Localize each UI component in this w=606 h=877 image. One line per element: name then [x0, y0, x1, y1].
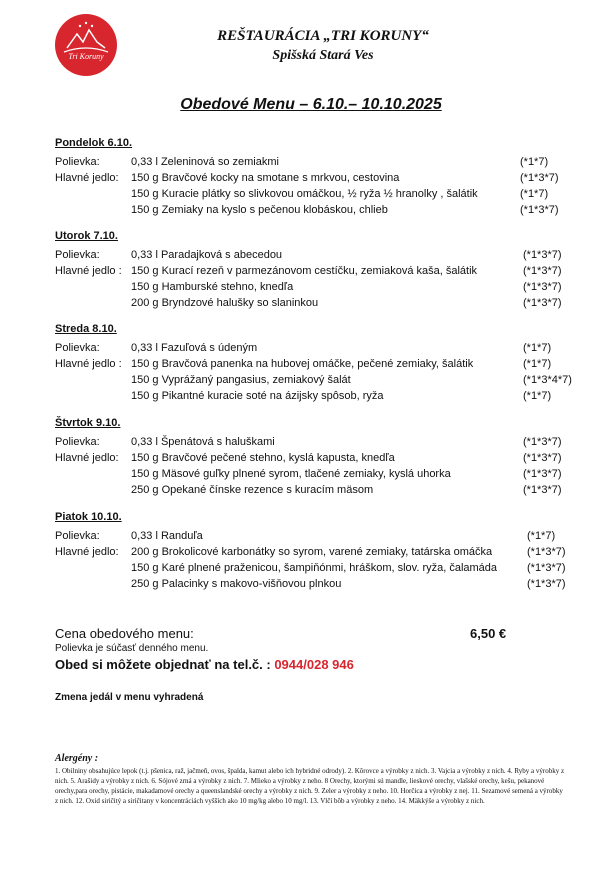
course-label: Polievka: [55, 156, 100, 168]
phone-number[interactable]: 0944/028 946 [274, 657, 354, 672]
allergen-codes: (*1*7) [527, 530, 556, 542]
dish-text: 150 g Hamburské stehno, knedľa [131, 281, 294, 293]
price-label: Cena obedového menu: [55, 626, 194, 641]
allergen-codes: (*1*3*7) [523, 265, 562, 277]
menu-row [55, 466, 562, 482]
order-line [55, 657, 354, 672]
change-note: Zmena jedál v menu vyhradená [55, 692, 204, 703]
menu-title: Obedové Menu – 6.10.– 10.10.2025 [180, 96, 442, 113]
menu-row [55, 388, 552, 404]
menu-row [55, 247, 562, 263]
menu-row [55, 340, 552, 356]
restaurant-location: Spišská Stará Ves [272, 48, 374, 63]
day-name: Pondelok 6.10. [55, 137, 133, 149]
menu-row [55, 295, 562, 311]
day-section [55, 417, 562, 498]
allergen-codes: (*1*3*7) [520, 204, 559, 216]
price-value: 6,50 € [470, 626, 507, 641]
course-label: Hlavné jedlo : [55, 358, 122, 370]
dish-text: 150 g Kurací rezeň v parmezánovom cestíčku, zemiaková kaša, šalátik [131, 265, 478, 277]
allergens-text: 1. Obilniny obsahujúce lepok (t.j. pšenica, raž, jačmeň, ovos, špalda, kamut alebo ich hybridné odrody). 2. Kôrovce a výrobky z nich. 3. Vajcia a výrobky z nich. 4. Ryby a výrobky z nich. 5. Arašidy a výrobky z nich. 6. Sójové zrná a výrobky z nich. 7. Mlieko a výrobky z neho. 8 Orechy, ktorými sú mandle, lieskové orechy, vlašské orechy, kešu, pekanové orechy,para orechy, pistácie, makadamové orechy a queenslandské orechy a výrobky z nich. 9. Zeler a výrobky z neho. 10. Horčica a výrobky z nej. 11. Sezamové semená a výrobky z nich. 12. Oxid siričitý a siričitany v koncentráciách vyšších ako 10 mg/kg alebo 10 mg/l. 13. Vlčí bôb a výrobky z neho. 14. Mäkkýše a výrobky z nich. [55, 767, 565, 805]
dish-text: 150 g Vyprážaný pangasius, zemiakový šalát [131, 374, 351, 386]
allergen-codes: (*1*7) [523, 390, 552, 402]
menu-row [55, 528, 556, 544]
menu-row [55, 372, 572, 388]
allergen-codes: (*1*3*7) [527, 578, 566, 590]
allergen-codes: (*1*7) [520, 188, 549, 200]
allergen-codes: (*1*3*7) [520, 172, 559, 184]
day-name: Štvrtok 9.10. [55, 417, 121, 429]
allergen-codes: (*1*3*7) [523, 452, 562, 464]
soup-note: Polievka je súčasť denného menu. [55, 643, 209, 654]
day-name: Streda 8.10. [55, 323, 117, 335]
menu-row [55, 279, 562, 295]
dish-text: 250 g Opekané čínske rezence s kuracím mäsom [131, 484, 374, 496]
course-label: Hlavné jedlo: [55, 546, 119, 558]
dish-text: 0,33 l Randuľa [131, 530, 203, 542]
menu-row [55, 356, 552, 372]
day-section [55, 511, 566, 592]
dish-text: 150 g Bravčová panenka na hubovej omáčke, pečené zemiaky, šalátik [131, 358, 474, 370]
allergen-codes: (*1*7) [523, 358, 552, 370]
course-label: Polievka: [55, 249, 100, 261]
dish-text: 150 g Bravčové pečené stehno, kyslá kapusta, knedľa [131, 452, 395, 464]
dish-text: 200 g Bryndzové halušky so slaninkou [131, 297, 319, 309]
menu-row [55, 154, 549, 170]
menu-row [55, 450, 562, 466]
course-label: Hlavné jedlo : [55, 265, 122, 277]
course-label: Polievka: [55, 530, 100, 542]
day-name: Utorok 7.10. [55, 230, 118, 242]
dish-text: 150 g Zemiaky na kyslo s pečenou klobáskou, chlieb [131, 204, 388, 216]
dish-text: 0,33 l Zeleninová so zemiakmi [131, 156, 279, 168]
dish-text: 150 g Karé plnené praženicou, šampiňónmi, hráškom, slov. ryža, čalamáda [131, 562, 498, 574]
allergens-title: Alergény : [55, 753, 99, 764]
menu-row [55, 560, 566, 576]
dish-text: 150 g Pikantné kuracie soté na ázijsky spôsob, ryža [131, 390, 384, 402]
menu-row [55, 263, 562, 279]
course-label: Polievka: [55, 436, 100, 448]
allergen-codes: (*1*7) [520, 156, 549, 168]
dish-text: 150 g Mäsové guľky plnené syrom, tlačené zemiaky, kyslá uhorka [131, 468, 451, 480]
menu-row [55, 202, 559, 218]
day-section [55, 137, 559, 218]
order-text: Obed si môžete objednať na tel.č. : [55, 657, 275, 672]
dish-text: 0,33 l Paradajková s abecedou [131, 249, 283, 261]
menu-row [55, 186, 549, 202]
allergen-codes: (*1*3*7) [527, 546, 566, 558]
menu-row [55, 482, 562, 498]
course-label: Hlavné jedlo: [55, 452, 119, 464]
allergen-codes: (*1*3*7) [523, 297, 562, 309]
restaurant-name: REŠTAURÁCIA „TRI KORUNY“ [217, 28, 429, 44]
allergen-codes: (*1*3*7) [527, 562, 566, 574]
allergen-codes: (*1*7) [523, 342, 552, 354]
dish-text: 150 g Bravčové kocky na smotane s mrkvou, cestovina [131, 172, 400, 184]
dish-text: 150 g Kuracie plátky so slivkovou omáčkou, ½ ryža ½ hranolky , šalátik [131, 188, 478, 200]
logo-text: Tri Koruny [68, 52, 104, 61]
menu-row [55, 170, 559, 186]
allergen-codes: (*1*3*7) [523, 436, 562, 448]
dish-text: 250 g Palacinky s makovo-višňovou plnkou [131, 578, 342, 590]
course-label: Hlavné jedlo: [55, 172, 119, 184]
menu-row [55, 576, 566, 592]
restaurant-logo [55, 14, 117, 76]
day-section [55, 323, 572, 404]
allergen-codes: (*1*3*7) [523, 468, 562, 480]
allergen-codes: (*1*3*7) [523, 484, 562, 496]
crown-mountain-icon [55, 14, 117, 76]
dish-text: 200 g Brokolicové karbonátky so syrom, varené zemiaky, tatárska omáčka [131, 546, 493, 558]
dish-text: 0,33 l Špenátová s haluškami [131, 436, 275, 448]
allergen-codes: (*1*3*7) [523, 249, 562, 261]
course-label: Polievka: [55, 342, 100, 354]
allergen-codes: (*1*3*4*7) [523, 374, 572, 386]
menu-row [55, 434, 562, 450]
allergen-codes: (*1*3*7) [523, 281, 562, 293]
day-name: Piatok 10.10. [55, 511, 122, 523]
dish-text: 0,33 l Fazuľová s údeným [131, 342, 258, 354]
day-section [55, 230, 562, 311]
menu-row [55, 544, 566, 560]
